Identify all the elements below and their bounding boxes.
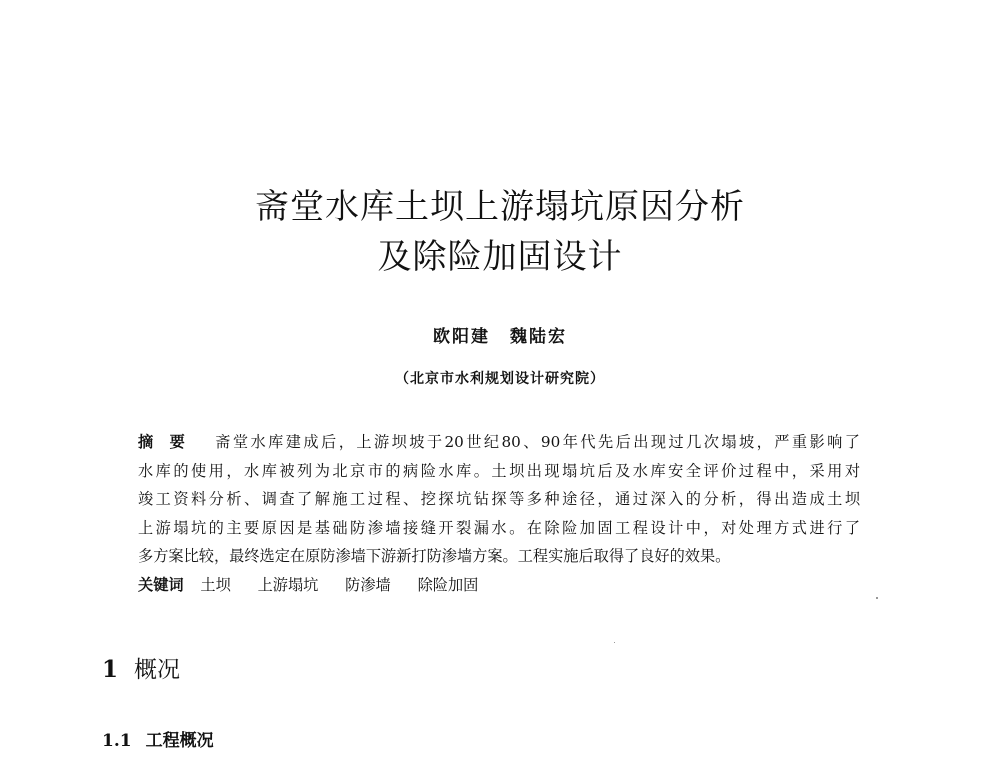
subsection-heading-1-1 [102, 729, 214, 753]
section-heading-1 [102, 655, 180, 685]
author-2: 魏陆宏 [510, 327, 567, 347]
keyword-item: 除险加固 [417, 576, 479, 594]
abstract [138, 428, 860, 571]
keywords [138, 571, 500, 599]
subsection-title: 工程概况 [145, 731, 214, 751]
abstract-line-2: 水库的使用，水库被列为北京市的病险水库。土坝出现塌坑后及水库安全评价过程中，采用对 [138, 461, 860, 480]
scan-speck [876, 597, 878, 599]
section-number: 1 [102, 656, 119, 683]
subsection-number: 1.1 [102, 731, 132, 751]
scan-speck [614, 642, 615, 643]
abstract-text-1: 斋堂水库建成后，上游坝坡于20世纪80、90年代先后出现过几次塌坡，严重影响了 [215, 433, 860, 451]
abstract-line-3: 竣工资料分析、调查了解施工过程、挖探坑钻探等多种途径，通过深入的分析，得出造成土坝 [138, 490, 860, 509]
paper-title-line-1: 斋堂水库土坝上游塌坑原因分析 [255, 187, 745, 227]
author-list [0, 322, 1000, 347]
paper-title-line-2: 及除险加固设计 [377, 237, 623, 277]
abstract-line-5: 多方案比较，最终选定在原防渗墙下游新打防渗墙方案。工程实施后取得了良好的效果。 [138, 547, 731, 566]
keyword-item: 土坝 [200, 576, 231, 594]
abstract-line-4: 上游塌坑的主要原因是基础防渗墙接缝开裂漏水。在除险加固工程设计中，对处理方式进行了 [138, 518, 860, 537]
keywords-label: 关键词 [138, 576, 184, 594]
abstract-label: 摘要 [138, 433, 202, 451]
author-affiliation: （北京市水利规划设计研究院） [395, 371, 605, 387]
abstract-line-1 [138, 428, 860, 457]
keyword-item: 上游塌坑 [257, 576, 319, 594]
keyword-item: 防渗墙 [345, 576, 391, 594]
author-1: 欧阳建 [433, 327, 490, 347]
section-title: 概况 [134, 657, 181, 683]
